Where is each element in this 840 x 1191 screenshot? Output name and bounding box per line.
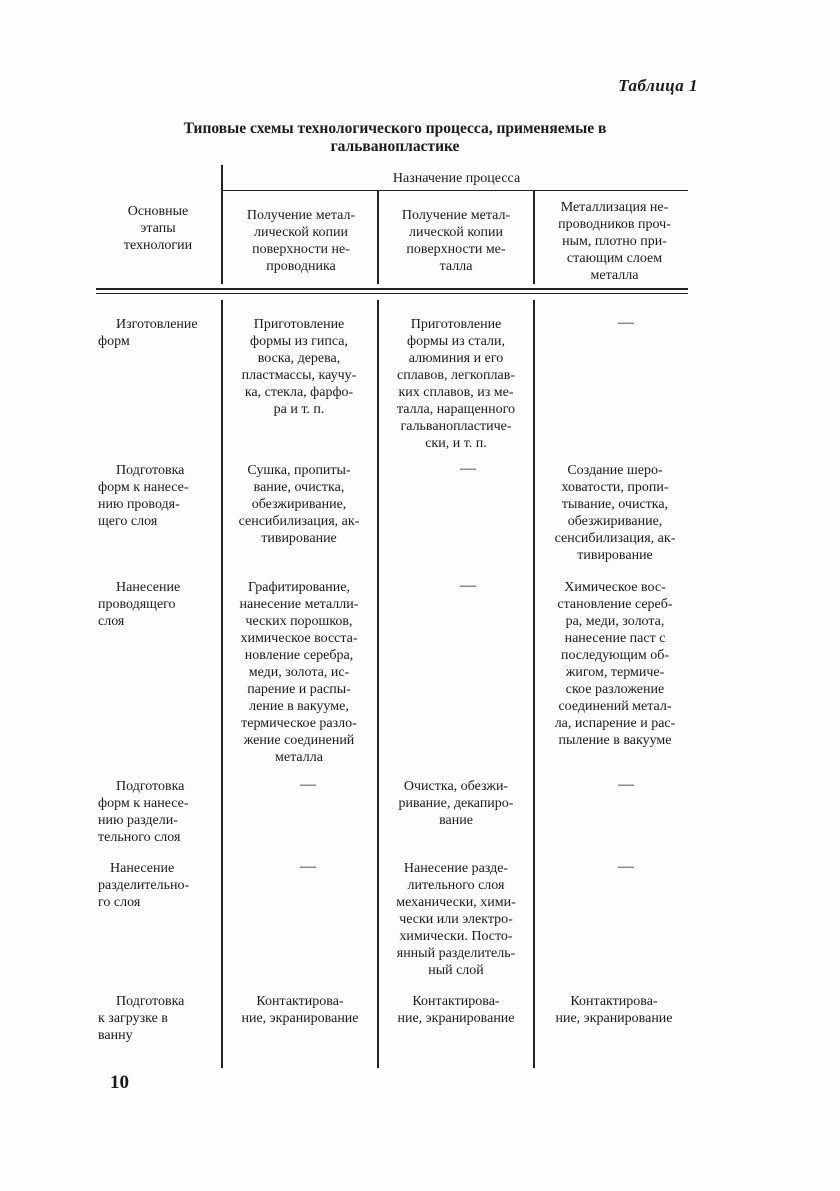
header-group-label: Назначение процесса	[392, 171, 521, 186]
row-5-stage: Нанесение разделительно- го слоя	[98, 861, 190, 910]
row-5-col-2: Нанесение разде- лительного слоя механически, хими- чески или электро- химически. Посто- янный разделитель- ный слой	[396, 861, 516, 978]
column-divider-2	[377, 191, 379, 284]
column-divider-3-body	[533, 300, 535, 1068]
row-5-col-1-dash: —	[300, 858, 316, 875]
column-divider-3	[533, 191, 535, 284]
row-5-col-3-dash: —	[618, 858, 634, 875]
row-3-col-3: Химическое вос- становление сереб- ра, меди, золота, нанесение паст с последующим об- жигом, термиче- ское разложение соединений метал- ла, испарение и рас- пыление в вакууме	[554, 580, 676, 748]
row-1-stage: Изготовление форм	[98, 317, 198, 349]
column-divider-1-body	[221, 300, 223, 1068]
row-1-col-1: Приготовление формы из гипса, воска, дерева, пластмассы, каучу- ка, стекла, фарфо- ра и т. п.	[241, 317, 357, 417]
row-2-stage: Подготовка форм к нанесе- нию проводя- щего слоя	[98, 463, 189, 529]
row-1-col-3-dash: —	[618, 314, 634, 331]
page-number: 10	[110, 1072, 129, 1093]
row-6-col-1: Контактирова- ние, экранирование	[241, 994, 359, 1026]
table-number-label: Таблица 1	[618, 76, 698, 95]
header-col-metal-copy: Получение метал- лической копии поверхности ме- талла	[401, 208, 511, 274]
header-bottom-rule-2	[96, 293, 688, 294]
row-2-col-1: Сушка, пропиты- вание, очистка, обезжиривание, сенсибилизация, ак- тивирование	[238, 463, 360, 546]
header-stages: Основные этапы технологии	[123, 204, 193, 253]
row-4-col-3-dash: —	[618, 776, 634, 793]
row-6-col-2: Контактирова- ние, экранирование	[397, 994, 515, 1026]
row-2-col-3: Создание шеро- ховатости, пропи- тывание, очистка, обезжиривание, сенсибилизация, ак- тивирование	[554, 463, 676, 563]
row-3-col-1: Графитирование, нанесение металли- ческих порошков, химическое восста- новление серебра, меди, золота, ис- парение и распы- ление в вакууме, термическое разло- жение соединений металла	[239, 580, 359, 765]
column-divider-1	[221, 165, 223, 284]
row-3-col-2-dash: —	[460, 577, 476, 594]
row-4-stage: Подготовка форм к нанесе- нию раздели- тельного слоя	[98, 779, 189, 845]
row-6-col-3: Контактирова- ние, экранирование	[555, 994, 673, 1026]
row-4-col-2: Очистка, обезжи- ривание, декапиро- вание	[398, 779, 514, 828]
header-bottom-rule-1	[96, 288, 688, 290]
row-1-col-2: Приготовление формы из стали, алюминия и его сплавов, легкоплав- ких сплавов, из ме- талла, наращенного гальванопластиче- ски, и т. п.	[396, 317, 516, 451]
row-4-col-1-dash: —	[300, 776, 316, 793]
row-6-stage: Подготовка к загрузке в ванну	[98, 994, 185, 1043]
column-divider-2-body	[377, 300, 379, 1068]
header-group-rule	[222, 190, 688, 191]
row-3-stage: Нанесение проводящего слоя	[98, 580, 181, 629]
row-2-col-2-dash: —	[460, 460, 476, 477]
table-title: Типовые схемы технологического процесса, применяемые в гальванопластике	[183, 120, 607, 155]
header-col-nonconductor-copy: Получение метал- лической копии поверхности не- проводника	[246, 208, 356, 274]
header-col-metallization: Металлизация не- проводников проч- ным, плотно при- стающим слоем металла	[558, 200, 671, 283]
